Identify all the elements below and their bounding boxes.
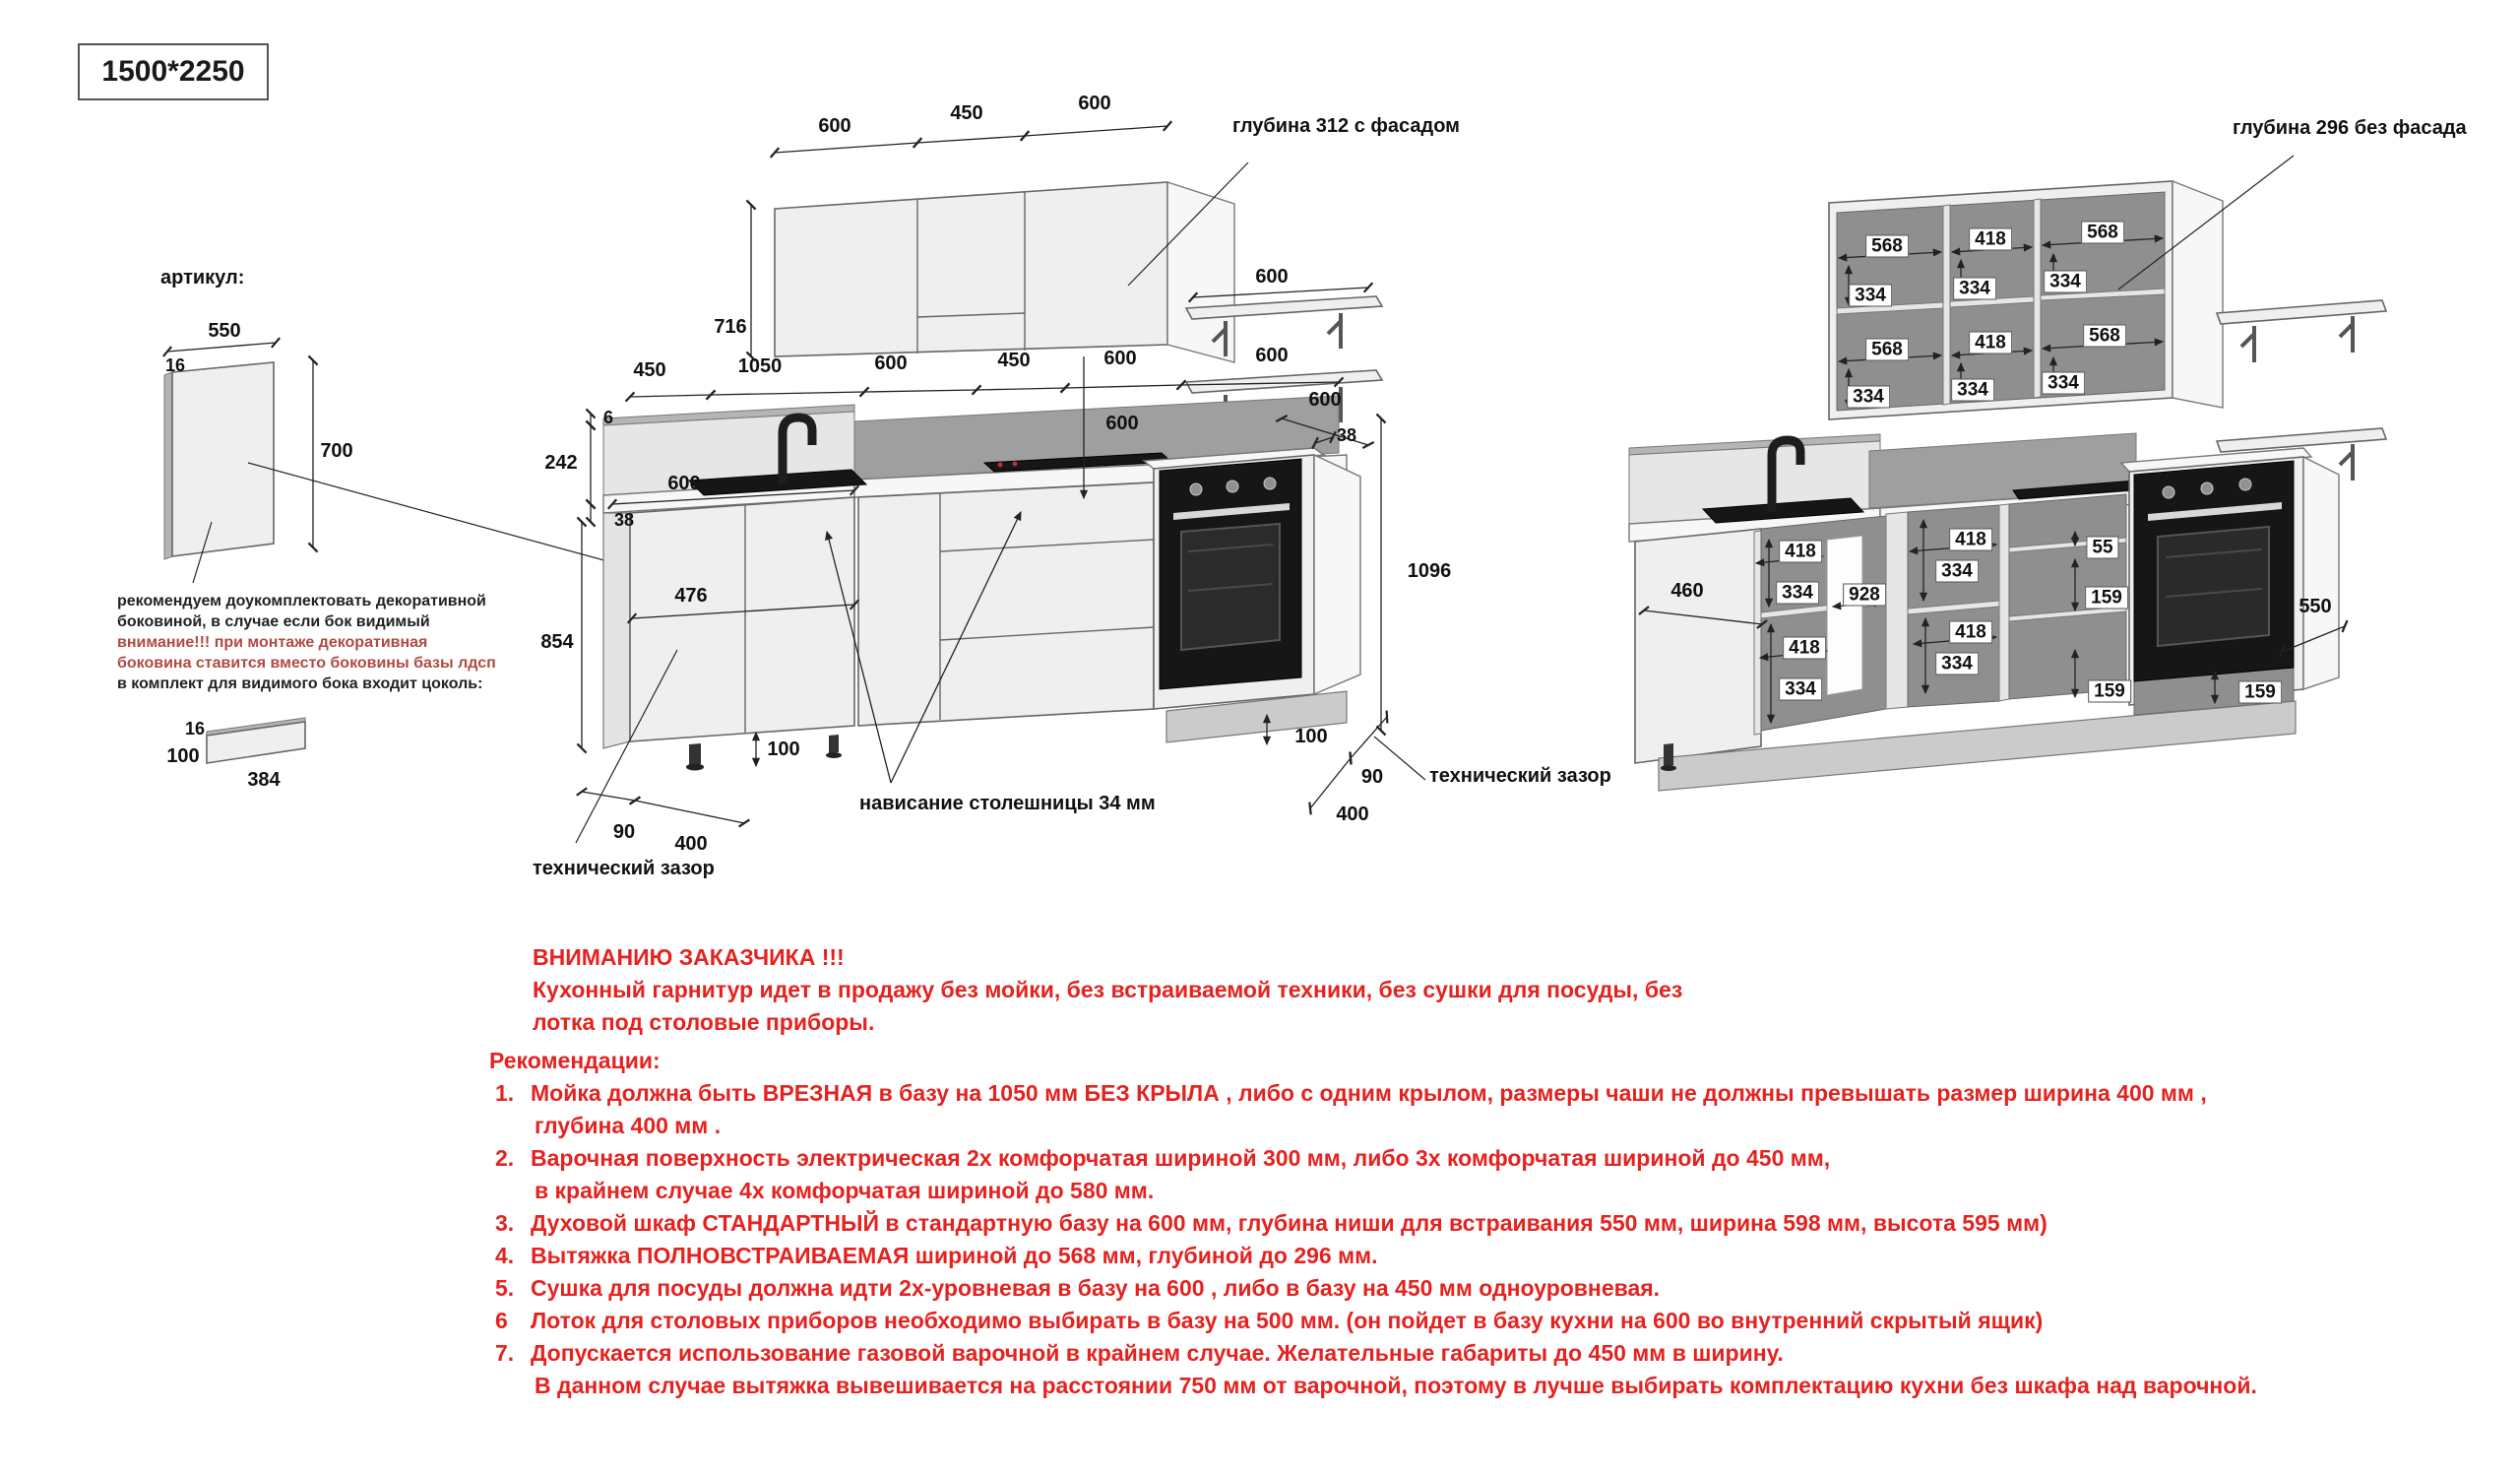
item-continuation: В данном случае вытяжка вывешивается на расстоянии 750 мм от варочной, поэтому в лучше выбирать комплектацию кухни без шкафа над варочной.: [535, 1373, 2257, 1398]
plinth-drawing: [207, 718, 305, 763]
dim-oven-gap: 159: [2238, 681, 2282, 704]
depth-with-facade-note: глубина 312 с фасадом: [1232, 115, 1460, 137]
dim-wall-open-w: 568: [1865, 235, 1909, 258]
item-continuation: глубина 400 мм .: [535, 1113, 722, 1138]
dim-gap-right-400: 400: [1336, 803, 1369, 825]
dim-splash-height: 242: [544, 452, 578, 474]
dim-drawer-159: 159: [2085, 587, 2128, 610]
dim-cabinet-height: 854: [540, 631, 574, 653]
note-warning-line: внимание!!! при монтаже декоративная: [117, 634, 428, 651]
dim-mid-bot-w: 418: [1949, 621, 1992, 644]
dim-counter-thickness: 38: [613, 510, 635, 530]
dim-oven-top-thickness: 38: [1336, 425, 1357, 445]
dim-plinth-height-right: 100: [1294, 726, 1328, 747]
oven-knob: [2163, 486, 2174, 498]
item-text: Варочная поверхность электрическая 2х комфорчатая шириной 300 мм, либо 3х комфорчатая шириной до 450 мм,: [531, 1145, 1831, 1171]
cabinet-leg: [829, 735, 839, 753]
dim-panel-thickness: 16: [164, 355, 186, 375]
item-text: Допускается использование газовой варочной в крайнем случае. Желательные габариты до 450 мм в ширину.: [531, 1340, 1784, 1366]
dim-sink-width: 600: [667, 473, 701, 494]
recommendation-item: [489, 1207, 2340, 1240]
notice-line: лотка под столовые приборы.: [533, 1009, 875, 1035]
dim-corner-top-w: 418: [1779, 541, 1822, 563]
dim-plinth-thickness: 16: [184, 719, 206, 738]
recommendations-heading: Рекомендации:: [489, 1048, 661, 1073]
oven-knob: [1190, 483, 1202, 495]
item-text: Лоток для столовых приборов необходимо выбирать в базу на 500 мм. (он пойдет в базу кухни на 600 во внутренний скрытый ящик): [531, 1308, 2044, 1333]
recommendation-item: [489, 1240, 2340, 1272]
item-text: Мойка должна быть ВРЕЗНАЯ в базу на 1050 мм БЕЗ КРЫЛА , либо с одним крылом, размеры чаши не должны превышать размер ширина 400 мм ,: [531, 1080, 2207, 1106]
customer-notice: [489, 941, 2340, 1402]
item-number: 6: [495, 1308, 508, 1333]
item-number: 5.: [495, 1275, 515, 1301]
note-line: боковиной, в случае если бок видимый: [117, 613, 430, 630]
oven-knob: [2239, 479, 2251, 490]
item-text: Вытяжка ПОЛНОВСТРАИВАЕМАЯ шириной до 568 мм, глубиной до 296 мм.: [531, 1243, 1378, 1268]
recommendation-item: [489, 1305, 2340, 1337]
dim-wall-width-3: 600: [1078, 93, 1111, 114]
dim-shelf-width: 600: [1255, 266, 1289, 288]
dim-wall-open-h: 334: [2042, 372, 2085, 395]
dim-corner-bot-w: 418: [1783, 637, 1826, 660]
dim-base-3: 600: [874, 353, 908, 374]
dim-wall-open-h: 334: [1849, 285, 1892, 307]
dim-panel-height: 700: [320, 440, 353, 462]
cabinet-leg: [1664, 743, 1673, 766]
dim-base-4: 450: [997, 350, 1031, 371]
dim-corner-bot-h: 334: [1779, 678, 1822, 701]
dim-panel-width: 550: [208, 320, 241, 342]
countertop-overhang-note: нависание столешницы 34 мм: [859, 793, 1156, 814]
dim-depth-550: 550: [2299, 596, 2332, 617]
note-line: в комплект для видимого бока входит цоколь:: [117, 675, 483, 692]
dim-mid-top-h: 334: [1935, 560, 1979, 583]
dim-total-height: 1096: [1407, 560, 1452, 582]
center-wall-cabinets: [751, 126, 1248, 362]
right-base-cabinets: [1629, 433, 2345, 791]
notice-heading: ВНИМАНИЮ ЗАКАЗЧИКА !!!: [533, 944, 845, 970]
dim-wall-open-h: 334: [2044, 271, 2087, 293]
dim-base-5: 600: [1103, 348, 1137, 369]
dim-mid-bot-h: 334: [1935, 653, 1979, 675]
dim-wall-open-w: 418: [1969, 228, 2012, 251]
item-number: 1.: [495, 1080, 515, 1106]
decorative-side-panel-drawing: [164, 343, 662, 583]
oven-knob: [1227, 481, 1238, 492]
dim-plinth-length: 384: [247, 769, 281, 791]
dim-wall-open-h: 334: [1847, 386, 1890, 409]
item-continuation: в крайнем случае 4х комфорчатая шириной до 580 мм.: [535, 1178, 1155, 1203]
dim-wall-height: 716: [714, 316, 747, 338]
item-number: 4.: [495, 1243, 515, 1268]
dim-leg-height: 100: [767, 738, 800, 760]
recommendation-item: [489, 1272, 2340, 1305]
dim-wall-open-h: 334: [1953, 278, 1996, 300]
dim-drawer-55: 55: [2086, 537, 2118, 559]
oven-knob: [1264, 478, 1276, 489]
articul-label: артикул:: [160, 267, 245, 289]
item-text: Духовой шкаф СТАНДАРТНЫЙ в стандартную базу на 600 мм, глубина ниши для встраивания 550 мм, ширина 598 мм, высота 595 мм): [531, 1210, 2048, 1236]
dim-base-1: 450: [633, 359, 666, 381]
dim-plinth-height: 100: [166, 745, 200, 767]
dim-gap-left-400: 400: [674, 833, 708, 855]
item-text: Сушка для посуды должна идти 2х-уровневая в базу на 600 , либо в базу на 450 мм одноуровневая.: [531, 1275, 1661, 1301]
dim-wall-open-h: 334: [1951, 379, 1994, 402]
dim-wall-open-w: 568: [1865, 339, 1909, 361]
dim-side-width: 460: [1670, 580, 1704, 602]
technical-gap-label-right: технический зазор: [1429, 765, 1611, 787]
oven-knob: [2201, 482, 2213, 494]
item-number: 3.: [495, 1210, 515, 1236]
oven-window: [2158, 527, 2269, 646]
dim-wall-open-w: 568: [2081, 222, 2124, 244]
dim-splash-top: 6: [602, 408, 614, 427]
dim-drawer-159: 159: [2088, 680, 2131, 703]
dim-oven-top-width: 600: [1308, 389, 1342, 411]
dim-gap-left-90: 90: [612, 821, 636, 843]
sheet-size-text: 1500*2250: [101, 55, 245, 88]
center-base-cabinets: [603, 396, 1360, 771]
dim-hood-height: 600: [1105, 413, 1139, 434]
dim-mid-top-w: 418: [1949, 529, 1992, 551]
dim-wall-width-1: 600: [818, 115, 851, 137]
dim-wall-width-2: 450: [950, 102, 983, 124]
depth-without-facade-note: глубина 296 без фасада: [2233, 117, 2467, 139]
dim-gap-right-90: 90: [1360, 766, 1384, 788]
technical-gap-label-left: технический зазор: [533, 858, 715, 879]
cabinet-leg: [689, 743, 701, 765]
item-number: 7.: [495, 1340, 515, 1366]
dim-wall-open-w: 568: [2083, 325, 2126, 348]
dim-corner-opening: 928: [1843, 584, 1886, 607]
note-warning-line: боковина ставится вместо боковины базы лдсп: [117, 655, 496, 672]
dim-wall-open-w: 418: [1969, 332, 2012, 354]
decorative-panel-note: [117, 591, 511, 694]
item-number: 2.: [495, 1145, 515, 1171]
dim-cabinet-width: 476: [674, 585, 708, 607]
recommendation-item: [489, 1337, 2340, 1370]
dim-corner-top-h: 334: [1776, 582, 1819, 605]
recommendation-item: [489, 1077, 2340, 1110]
recommendation-item: [489, 1142, 2340, 1175]
note-line: рекомендуем доукомплектовать декоративной: [117, 593, 486, 610]
notice-line: Кухонный гарнитур идет в продажу без мойки, без встраиваемой техники, без сушки для посуды, без: [533, 977, 1683, 1002]
dim-base-2: 1050: [737, 355, 783, 377]
dim-base-6: 600: [1255, 345, 1289, 366]
